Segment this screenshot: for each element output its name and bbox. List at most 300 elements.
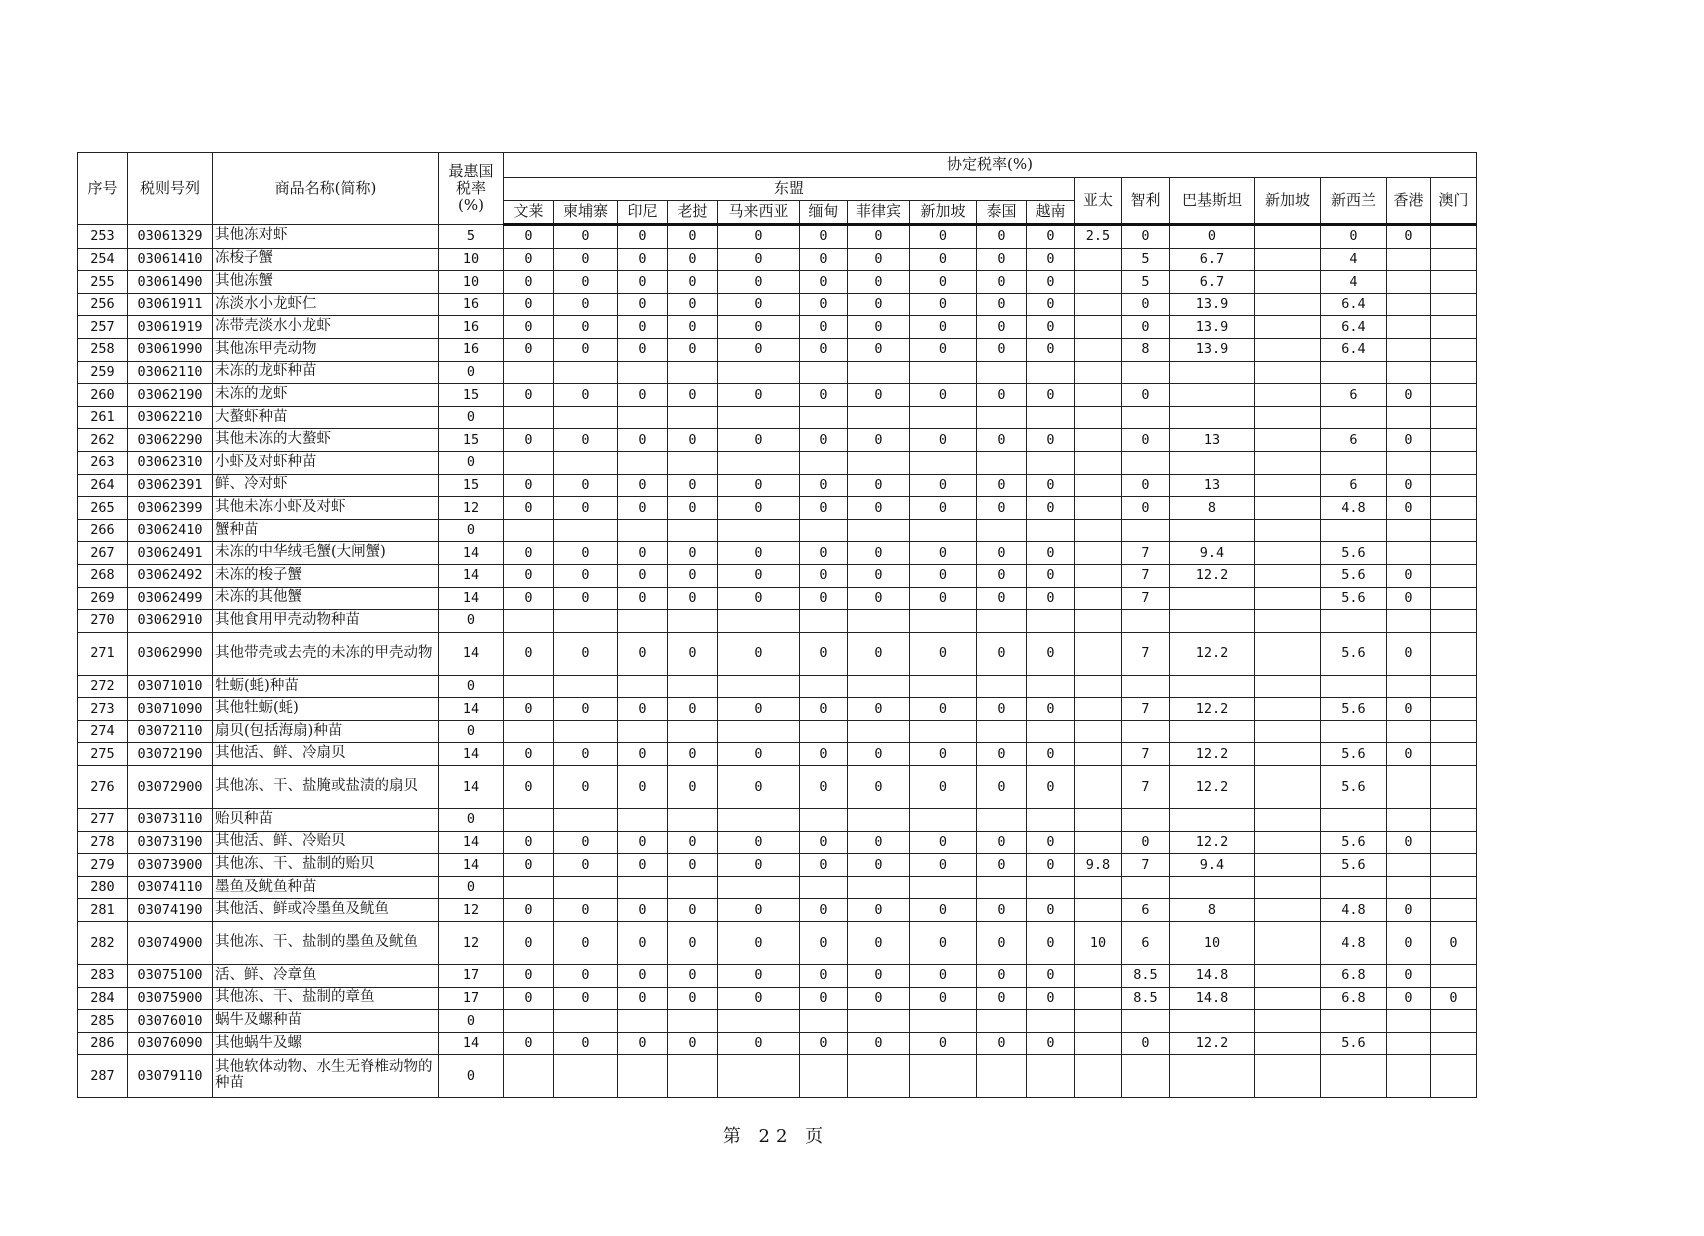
rate-cell: 0 — [910, 293, 977, 316]
rate-cell — [554, 406, 618, 429]
rate-cell: 8.5 — [1122, 987, 1170, 1010]
rate-cell: 12.2 — [1170, 564, 1255, 587]
rate-cell — [1075, 675, 1122, 698]
seq-cell: 260 — [78, 384, 128, 407]
rate-cell: 0 — [910, 899, 977, 922]
rate-cell — [977, 1055, 1027, 1098]
rate-cell: 0 — [1122, 225, 1170, 249]
mfn-cell: 15 — [439, 474, 504, 497]
rate-cell: 0 — [977, 248, 1027, 271]
name-cell: 墨鱼及鱿鱼种苗 — [213, 876, 439, 899]
rate-cell: 0 — [977, 987, 1027, 1010]
rate-cell — [1075, 1010, 1122, 1033]
table-row — [78, 1010, 1477, 1033]
seq-cell: 276 — [78, 766, 128, 809]
rate-cell: 0 — [800, 564, 848, 587]
rate-cell: 0 — [618, 587, 668, 610]
mfn-cell: 0 — [439, 675, 504, 698]
rate-cell: 0 — [848, 384, 910, 407]
rate-cell: 5.6 — [1321, 542, 1387, 565]
rate-cell — [1321, 451, 1387, 474]
rate-cell — [1075, 809, 1122, 832]
rate-cell — [1431, 876, 1477, 899]
rate-cell — [554, 451, 618, 474]
rate-cell: 0 — [848, 965, 910, 988]
name-cell: 其他冻甲壳动物 — [213, 338, 439, 361]
rate-cell — [618, 1010, 668, 1033]
rate-cell: 0 — [1027, 1032, 1075, 1055]
rate-cell: 0 — [1027, 384, 1075, 407]
rate-cell: 0 — [554, 743, 618, 766]
rate-cell: 0 — [800, 542, 848, 565]
rate-cell: 0 — [618, 474, 668, 497]
rate-cell: 0 — [1027, 542, 1075, 565]
rate-cell: 0 — [977, 922, 1027, 965]
seq-cell: 255 — [78, 271, 128, 294]
mfn-cell: 0 — [439, 1010, 504, 1033]
mfn-cell: 14 — [439, 1032, 504, 1055]
header-singapore: 新加坡 — [910, 201, 977, 225]
rate-cell: 0 — [554, 1032, 618, 1055]
table-row — [78, 766, 1477, 809]
rate-cell: 0 — [668, 632, 718, 675]
rate-cell — [800, 1010, 848, 1033]
rate-cell: 0 — [1027, 474, 1075, 497]
rate-cell: 0 — [848, 743, 910, 766]
rate-cell: 0 — [554, 632, 618, 675]
code-cell: 03062399 — [128, 497, 213, 520]
rate-cell: 12.2 — [1170, 743, 1255, 766]
rate-cell: 0 — [910, 698, 977, 721]
rate-cell — [618, 720, 668, 743]
rate-cell: 0 — [977, 854, 1027, 877]
rate-cell — [504, 610, 554, 633]
table-row — [78, 542, 1477, 565]
rate-cell — [1321, 361, 1387, 384]
name-cell: 其他食用甲壳动物种苗 — [213, 610, 439, 633]
rate-cell: 0 — [618, 293, 668, 316]
rate-cell: 0 — [977, 766, 1027, 809]
rate-cell — [1027, 610, 1075, 633]
rate-cell — [1387, 542, 1431, 565]
rate-cell — [977, 361, 1027, 384]
rate-cell — [1027, 720, 1075, 743]
rate-cell — [910, 361, 977, 384]
rate-cell — [1170, 406, 1255, 429]
rate-cell — [1255, 587, 1321, 610]
rate-cell: 0 — [977, 225, 1027, 249]
rate-cell — [1075, 987, 1122, 1010]
rate-cell: 0 — [718, 225, 800, 249]
code-cell: 03073900 — [128, 854, 213, 877]
name-cell: 其他软体动物、水生无脊椎动物的种苗 — [213, 1055, 439, 1098]
rate-cell — [668, 519, 718, 542]
mfn-cell: 0 — [439, 1055, 504, 1098]
rate-cell: 0 — [1387, 743, 1431, 766]
rate-cell: 0 — [1122, 1032, 1170, 1055]
rate-cell: 0 — [910, 248, 977, 271]
rate-cell: 0 — [1387, 965, 1431, 988]
rate-cell: 0 — [618, 831, 668, 854]
rate-cell — [977, 876, 1027, 899]
rate-cell — [554, 361, 618, 384]
rate-cell: 0 — [848, 766, 910, 809]
mfn-cell: 15 — [439, 429, 504, 452]
rate-cell — [1431, 225, 1477, 249]
rate-cell — [554, 519, 618, 542]
rate-cell: 5.6 — [1321, 766, 1387, 809]
rate-cell: 0 — [848, 497, 910, 520]
code-cell: 03061990 — [128, 338, 213, 361]
tariff-rate-table — [77, 152, 1477, 1098]
rate-cell — [1431, 361, 1477, 384]
rate-cell — [1122, 675, 1170, 698]
rate-cell: 0 — [1387, 587, 1431, 610]
rate-cell: 0 — [800, 1032, 848, 1055]
rate-cell — [1431, 271, 1477, 294]
rate-cell: 12.2 — [1170, 632, 1255, 675]
rate-cell: 12.2 — [1170, 698, 1255, 721]
rate-cell: 0 — [1027, 497, 1075, 520]
rate-cell: 0 — [910, 922, 977, 965]
header-code: 税则号列 — [128, 153, 213, 225]
mfn-cell: 14 — [439, 587, 504, 610]
rate-cell: 9.4 — [1170, 542, 1255, 565]
rate-cell: 0 — [668, 338, 718, 361]
table-row — [78, 384, 1477, 407]
rate-cell: 0 — [977, 271, 1027, 294]
rate-cell: 0 — [1027, 899, 1075, 922]
code-cell: 03071010 — [128, 675, 213, 698]
rate-cell — [910, 675, 977, 698]
rate-cell: 0 — [504, 248, 554, 271]
rate-cell — [668, 1055, 718, 1098]
rate-cell: 0 — [554, 766, 618, 809]
seq-cell: 261 — [78, 406, 128, 429]
name-cell: 牡蛎(蚝)种苗 — [213, 675, 439, 698]
rate-cell — [800, 809, 848, 832]
rate-cell: 13.9 — [1170, 293, 1255, 316]
rate-cell: 0 — [618, 225, 668, 249]
rate-cell: 0 — [504, 429, 554, 452]
rate-cell: 8 — [1122, 338, 1170, 361]
rate-cell: 0 — [910, 474, 977, 497]
tariff-rows — [78, 225, 1477, 1098]
rate-cell — [1387, 519, 1431, 542]
rate-cell — [848, 361, 910, 384]
seq-cell: 264 — [78, 474, 128, 497]
rate-cell: 0 — [848, 293, 910, 316]
rate-cell — [1431, 965, 1477, 988]
rate-cell — [910, 720, 977, 743]
header-asean: 东盟 — [504, 178, 1075, 201]
code-cell: 03062110 — [128, 361, 213, 384]
header-new-zealand: 新西兰 — [1321, 178, 1387, 225]
rate-cell: 0 — [504, 965, 554, 988]
rate-cell — [1431, 899, 1477, 922]
mfn-cell: 12 — [439, 497, 504, 520]
rate-cell: 0 — [554, 248, 618, 271]
rate-cell — [1075, 876, 1122, 899]
rate-cell — [668, 675, 718, 698]
seq-cell: 271 — [78, 632, 128, 675]
rate-cell — [554, 675, 618, 698]
rate-cell — [848, 451, 910, 474]
rate-cell: 0 — [1027, 225, 1075, 249]
code-cell: 03062990 — [128, 632, 213, 675]
rate-cell — [1075, 429, 1122, 452]
code-cell: 03062210 — [128, 406, 213, 429]
rate-cell — [1431, 720, 1477, 743]
name-cell: 未冻的其他蟹 — [213, 587, 439, 610]
rate-cell: 0 — [618, 316, 668, 339]
rate-cell — [718, 720, 800, 743]
name-cell: 未冻的龙虾种苗 — [213, 361, 439, 384]
mfn-cell: 5 — [439, 225, 504, 249]
rate-cell — [1431, 809, 1477, 832]
rate-cell: 0 — [668, 965, 718, 988]
rate-cell — [1431, 1032, 1477, 1055]
rate-cell — [504, 406, 554, 429]
mfn-cell: 14 — [439, 854, 504, 877]
rate-cell: 0 — [910, 564, 977, 587]
rate-cell: 0 — [848, 831, 910, 854]
code-cell: 03074190 — [128, 899, 213, 922]
rate-cell: 0 — [618, 899, 668, 922]
rate-cell: 0 — [504, 987, 554, 1010]
table-row — [78, 809, 1477, 832]
seq-cell: 277 — [78, 809, 128, 832]
code-cell: 03062491 — [128, 542, 213, 565]
rate-cell — [848, 876, 910, 899]
rate-cell: 7 — [1122, 542, 1170, 565]
mfn-cell: 14 — [439, 564, 504, 587]
rate-cell — [1075, 1055, 1122, 1098]
rate-cell — [1170, 809, 1255, 832]
rate-cell: 0 — [800, 384, 848, 407]
rate-cell: 0 — [1122, 316, 1170, 339]
code-cell: 03072110 — [128, 720, 213, 743]
rate-cell: 0 — [718, 316, 800, 339]
rate-cell — [1431, 831, 1477, 854]
rate-cell: 0 — [668, 899, 718, 922]
name-cell: 未冻的中华绒毛蟹(大闸蟹) — [213, 542, 439, 565]
rate-cell: 5.6 — [1321, 698, 1387, 721]
rate-cell: 0 — [1387, 987, 1431, 1010]
rate-cell — [1255, 899, 1321, 922]
rate-cell — [1027, 675, 1075, 698]
rate-cell: 0 — [977, 384, 1027, 407]
table-row — [78, 293, 1477, 316]
code-cell: 03075900 — [128, 987, 213, 1010]
rate-cell: 0 — [1321, 225, 1387, 249]
rate-cell — [1170, 451, 1255, 474]
rate-cell: 0 — [554, 338, 618, 361]
seq-cell: 263 — [78, 451, 128, 474]
rate-cell: 0 — [1170, 225, 1255, 249]
rate-cell: 0 — [848, 248, 910, 271]
rate-cell — [1387, 854, 1431, 877]
rate-cell — [1387, 361, 1431, 384]
rate-cell — [1321, 610, 1387, 633]
mfn-cell: 16 — [439, 338, 504, 361]
rate-cell — [1255, 922, 1321, 965]
header-pakistan: 巴基斯坦 — [1170, 178, 1255, 225]
rate-cell: 0 — [1387, 564, 1431, 587]
rate-cell: 0 — [910, 225, 977, 249]
rate-cell: 0 — [1027, 766, 1075, 809]
rate-cell: 4.8 — [1321, 497, 1387, 520]
mfn-cell: 14 — [439, 766, 504, 809]
mfn-cell: 14 — [439, 698, 504, 721]
rate-cell: 0 — [618, 632, 668, 675]
rate-cell: 0 — [504, 1032, 554, 1055]
code-cell: 03061490 — [128, 271, 213, 294]
table-row — [78, 564, 1477, 587]
rate-cell: 0 — [554, 542, 618, 565]
rate-cell — [718, 361, 800, 384]
rate-cell — [848, 1055, 910, 1098]
rate-cell: 0 — [1027, 293, 1075, 316]
rate-cell: 0 — [554, 899, 618, 922]
rate-cell: 0 — [848, 542, 910, 565]
seq-cell: 268 — [78, 564, 128, 587]
rate-cell — [910, 519, 977, 542]
rate-cell — [1431, 698, 1477, 721]
rate-cell: 0 — [910, 743, 977, 766]
rate-cell — [800, 1055, 848, 1098]
rate-cell: 0 — [504, 474, 554, 497]
code-cell: 03062310 — [128, 451, 213, 474]
rate-cell — [1170, 720, 1255, 743]
rate-cell: 5.6 — [1321, 587, 1387, 610]
rate-cell: 7 — [1122, 854, 1170, 877]
rate-cell — [977, 675, 1027, 698]
rate-cell — [1075, 361, 1122, 384]
rate-cell: 0 — [800, 316, 848, 339]
rate-cell: 0 — [718, 474, 800, 497]
seq-cell: 256 — [78, 293, 128, 316]
header-apta: 亚太 — [1075, 178, 1122, 225]
rate-cell: 0 — [1431, 922, 1477, 965]
rate-cell: 0 — [910, 587, 977, 610]
rate-cell: 0 — [1387, 497, 1431, 520]
rate-cell — [1387, 271, 1431, 294]
rate-cell — [1075, 1032, 1122, 1055]
rate-cell — [1255, 632, 1321, 675]
rate-cell — [1255, 542, 1321, 565]
rate-cell — [848, 610, 910, 633]
rate-cell — [910, 406, 977, 429]
header-brunei: 文莱 — [504, 201, 554, 225]
rate-cell: 5.6 — [1321, 831, 1387, 854]
rate-cell: 0 — [977, 743, 1027, 766]
rate-cell: 0 — [554, 293, 618, 316]
code-cell: 03073190 — [128, 831, 213, 854]
rate-cell: 0 — [718, 293, 800, 316]
rate-cell: 0 — [800, 271, 848, 294]
rate-cell: 0 — [910, 338, 977, 361]
rate-cell — [1321, 1055, 1387, 1098]
header-singapore-fta: 新加坡 — [1255, 178, 1321, 225]
rate-cell — [1170, 384, 1255, 407]
rate-cell: 0 — [1122, 293, 1170, 316]
rate-cell — [1255, 743, 1321, 766]
name-cell: 冻梭子蟹 — [213, 248, 439, 271]
rate-cell: 4 — [1321, 248, 1387, 271]
rate-cell: 0 — [1027, 743, 1075, 766]
table-row — [78, 698, 1477, 721]
rate-cell — [1027, 451, 1075, 474]
rate-cell — [1255, 271, 1321, 294]
rate-cell — [1431, 338, 1477, 361]
rate-cell: 0 — [718, 564, 800, 587]
rate-cell: 0 — [848, 271, 910, 294]
rate-cell — [1431, 384, 1477, 407]
rate-cell — [1170, 519, 1255, 542]
seq-cell: 270 — [78, 610, 128, 633]
mfn-cell: 0 — [439, 451, 504, 474]
rate-cell — [1431, 743, 1477, 766]
code-cell: 03075100 — [128, 965, 213, 988]
rate-cell — [504, 876, 554, 899]
table-row — [78, 632, 1477, 675]
rate-cell — [1431, 587, 1477, 610]
rate-cell — [1170, 675, 1255, 698]
rate-cell: 6 — [1321, 474, 1387, 497]
rate-cell — [1387, 809, 1431, 832]
rate-cell: 0 — [800, 497, 848, 520]
code-cell: 03072190 — [128, 743, 213, 766]
rate-cell — [1255, 361, 1321, 384]
name-cell: 其他冻、干、盐制的章鱼 — [213, 987, 439, 1010]
rate-cell: 13 — [1170, 429, 1255, 452]
rate-cell — [1387, 1032, 1431, 1055]
rate-cell — [1255, 451, 1321, 474]
table-row — [78, 316, 1477, 339]
rate-cell: 0 — [618, 743, 668, 766]
name-cell: 其他蜗牛及螺 — [213, 1032, 439, 1055]
seq-cell: 267 — [78, 542, 128, 565]
rate-cell — [668, 876, 718, 899]
rate-cell: 0 — [910, 766, 977, 809]
rate-cell — [1255, 338, 1321, 361]
rate-cell: 0 — [848, 338, 910, 361]
rate-cell — [1075, 293, 1122, 316]
rate-cell: 0 — [977, 497, 1027, 520]
rate-cell: 0 — [554, 564, 618, 587]
table-row — [78, 497, 1477, 520]
rate-cell: 5.6 — [1321, 1032, 1387, 1055]
rate-cell — [1431, 293, 1477, 316]
seq-cell: 287 — [78, 1055, 128, 1098]
rate-cell — [800, 406, 848, 429]
rate-cell: 4.8 — [1321, 922, 1387, 965]
code-cell: 03062910 — [128, 610, 213, 633]
rate-cell: 6.4 — [1321, 338, 1387, 361]
rate-cell: 0 — [977, 542, 1027, 565]
rate-cell — [1170, 1010, 1255, 1033]
rate-cell: 0 — [504, 698, 554, 721]
rate-cell — [504, 361, 554, 384]
rate-cell — [1255, 225, 1321, 249]
seq-cell: 286 — [78, 1032, 128, 1055]
rate-cell — [1075, 542, 1122, 565]
rate-cell: 0 — [668, 766, 718, 809]
rate-cell — [554, 809, 618, 832]
rate-cell: 6.7 — [1170, 271, 1255, 294]
rate-cell: 0 — [554, 474, 618, 497]
